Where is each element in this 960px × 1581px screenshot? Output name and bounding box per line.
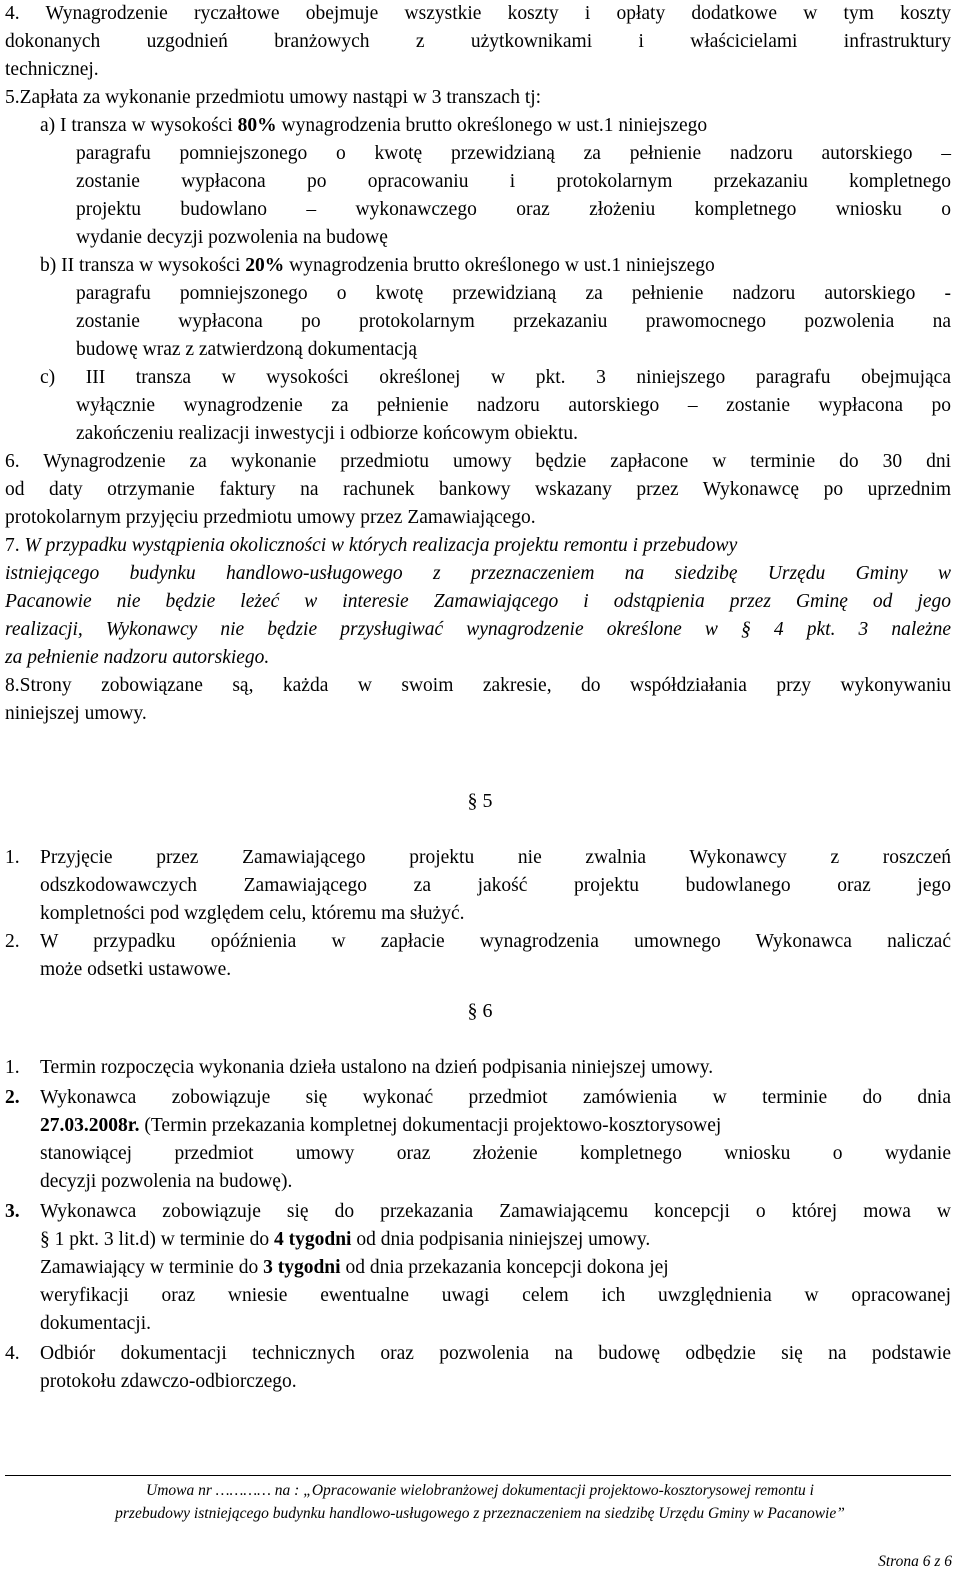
text-line: paragrafu pomniejszonego o kwotę przewidzianą za pełnienie nadzoru autorskiego - — [76, 283, 951, 304]
text-line: wyłącznie wynagrodzenie za pełnienie nadzoru autorskiego – zostanie wypłacona po — [76, 395, 951, 416]
text-line — [5, 532, 951, 560]
footer-line: Umowa nr ………… na : „Opracowanie wielobranżowej dokumentacji projektowo-kosztorysowej remontu i — [146, 1482, 814, 1499]
text-line: 5.Zapłata za wykonanie przedmiotu umowy nastąpi w 3 transzach tj: — [5, 87, 542, 108]
text-run: Zamawiający w terminie do — [40, 1257, 264, 1278]
text-run: wynagrodzenia brutto określonego w ust.1 niniejszego — [276, 115, 708, 136]
text-line: projektu budowlano – wykonawczego oraz złożeniu kompletnego wniosku o — [76, 199, 951, 220]
text-line: zostanie wypłacona po protokolarnym przekazaniu prawomocnego pozwolenia na — [76, 311, 951, 332]
text-line — [40, 1254, 951, 1282]
list-number: 4. — [5, 1343, 20, 1364]
text-line: Odbiór dokumentacji technicznych oraz pozwolenia na budowę odbędzie się na podstawie — [40, 1343, 951, 1364]
list-number: 1. — [5, 847, 20, 868]
text-line: technicznej. — [5, 59, 99, 80]
text-line: niniejszej umowy. — [5, 703, 147, 724]
footer-line: przebudowy istniejącego budynku handlowo-usługowego z przeznaczeniem na siedzibę Urzędu Gminy w Pacanowie” — [115, 1505, 845, 1522]
text-line: protokołu zdawczo-odbiorczego. — [40, 1371, 297, 1392]
text-line: istniejącego budynku handlowo-usługowego z przeznaczeniem na siedzibę Urzędu Gminy w — [5, 563, 951, 584]
text-line: dokonanych uzgodnień branżowych z użytkownikami i właścicielami infrastruktury — [5, 31, 951, 52]
text-line: od daty otrzymanie faktury na rachunek bankowy wskazany przez Wykonawcę po uprzednim — [5, 479, 951, 500]
text-line: decyzji pozwolenia na budowę). — [40, 1171, 293, 1192]
list-number: 3. — [5, 1201, 20, 1222]
text-line: zakończeniu realizacji inwestycji i odbiorze końcowym obiektu. — [76, 423, 578, 444]
text-line — [40, 1112, 951, 1140]
text-line: 4. Wynagrodzenie ryczałtowe obejmuje wszystkie koszty i opłaty dodatkowe w tym koszty — [5, 3, 951, 24]
text-line: 6. Wynagrodzenie za wykonanie przedmiotu umowy będzie zapłacone w terminie do 30 dni — [5, 451, 951, 472]
text-line: dokumentacji. — [40, 1313, 152, 1334]
list-number: 2. — [5, 931, 20, 952]
text-line: Pacanowie nie będzie leżeć w interesie Zamawiającego i odstąpienia przez Gminę od jego — [5, 591, 951, 612]
text-run: § 1 pkt. 3 lit.d) w terminie do — [40, 1229, 274, 1250]
percent-value: 80% — [237, 115, 277, 136]
text-line: Przyjęcie przez Zamawiającego projektu nie zwalnia Wykonawcy z roszczeń — [40, 847, 951, 868]
text-line: realizacji, Wykonawcy nie będzie przysługiwać wynagrodzenie określone w § 4 pkt. 3 należne — [5, 619, 951, 640]
page-number: Strona 6 z 6 — [878, 1553, 952, 1570]
duration: 4 tygodni — [273, 1229, 352, 1250]
list-number: 2. — [5, 1087, 20, 1108]
list-item-b — [40, 252, 951, 280]
text-line: Wykonawca zobowiązuje się do przekazania Zamawiającemu koncepcji o której mowa w — [40, 1201, 951, 1222]
text-line: może odsetki ustawowe. — [40, 959, 232, 980]
text-line: paragrafu pomniejszonego o kwotę przewidzianą za pełnienie nadzoru autorskiego – — [76, 143, 951, 164]
duration: 3 tygodni — [263, 1257, 341, 1278]
text-line: stanowiącej przedmiot umowy oraz złożenie kompletnego wniosku o wydanie — [40, 1143, 951, 1164]
text-line: protokolarnym przyjęciu przedmiotu umowy przez Zamawiającego. — [5, 507, 536, 528]
percent-value: 20% — [245, 255, 285, 276]
text-run: wynagrodzenia brutto określonego w ust.1 niniejszego — [284, 255, 715, 276]
deadline-date: 27.03.2008r. — [40, 1115, 140, 1136]
section-heading: § 6 — [467, 1000, 493, 1022]
text-line: weryfikacji oraz wniesie ewentualne uwagi celem ich uwzględnienia w opracowanej — [40, 1285, 951, 1306]
text-line: zostanie wypłacona po opracowaniu i protokolarnym przekazaniu kompletnego — [76, 171, 951, 192]
text-run: od dnia przekazania koncepcji dokona jej — [340, 1257, 669, 1278]
footer-divider — [5, 1475, 951, 1476]
text-line: wydanie decyzji pozwolenia na budowę — [76, 227, 388, 248]
text-line: Termin rozpoczęcia wykonania dzieła ustalono na dzień podpisania niniejszej umowy. — [40, 1057, 714, 1078]
list-item-c: c) III transza w wysokości określonej w pkt. 3 niniejszego paragrafu obejmująca — [40, 367, 951, 388]
text-line: 8.Strony zobowiązane są, każda w swoim zakresie, do współdziałania przy wykonywaniu — [5, 675, 951, 696]
section-heading: § 5 — [467, 790, 493, 812]
text-line: W przypadku opóźnienia w zapłacie wynagrodzenia umownego Wykonawca naliczać — [40, 931, 951, 952]
text-line: Wykonawca zobowiązuje się wykonać przedmiot zamówienia w terminie do dnia — [40, 1087, 951, 1108]
text-line: budowę wraz z zatwierdzoną dokumentacją — [76, 339, 418, 360]
text-line: kompletności pod względem celu, któremu ma służyć. — [40, 903, 465, 924]
text-line — [40, 1226, 951, 1254]
text-run: W przypadku wystąpienia okoliczności w których realizacja projektu remontu i przebudowy — [24, 535, 738, 556]
list-item-a — [40, 112, 951, 140]
text-run: b) II transza w wysokości — [40, 255, 246, 276]
text-line: odszkodowawczych Zamawiającego za jakość projektu budowlanego oraz jego — [40, 875, 951, 896]
text-run: a) I transza w wysokości — [40, 115, 238, 136]
list-number: 1. — [5, 1057, 20, 1078]
text-run: (Termin przekazania kompletnej dokumentacji projektowo-kosztorysowej — [139, 1115, 722, 1136]
text-run: 7. — [5, 535, 25, 556]
text-run: od dnia podpisania niniejszej umowy. — [351, 1229, 651, 1250]
text-line: za pełnienie nadzoru autorskiego. — [5, 647, 270, 668]
